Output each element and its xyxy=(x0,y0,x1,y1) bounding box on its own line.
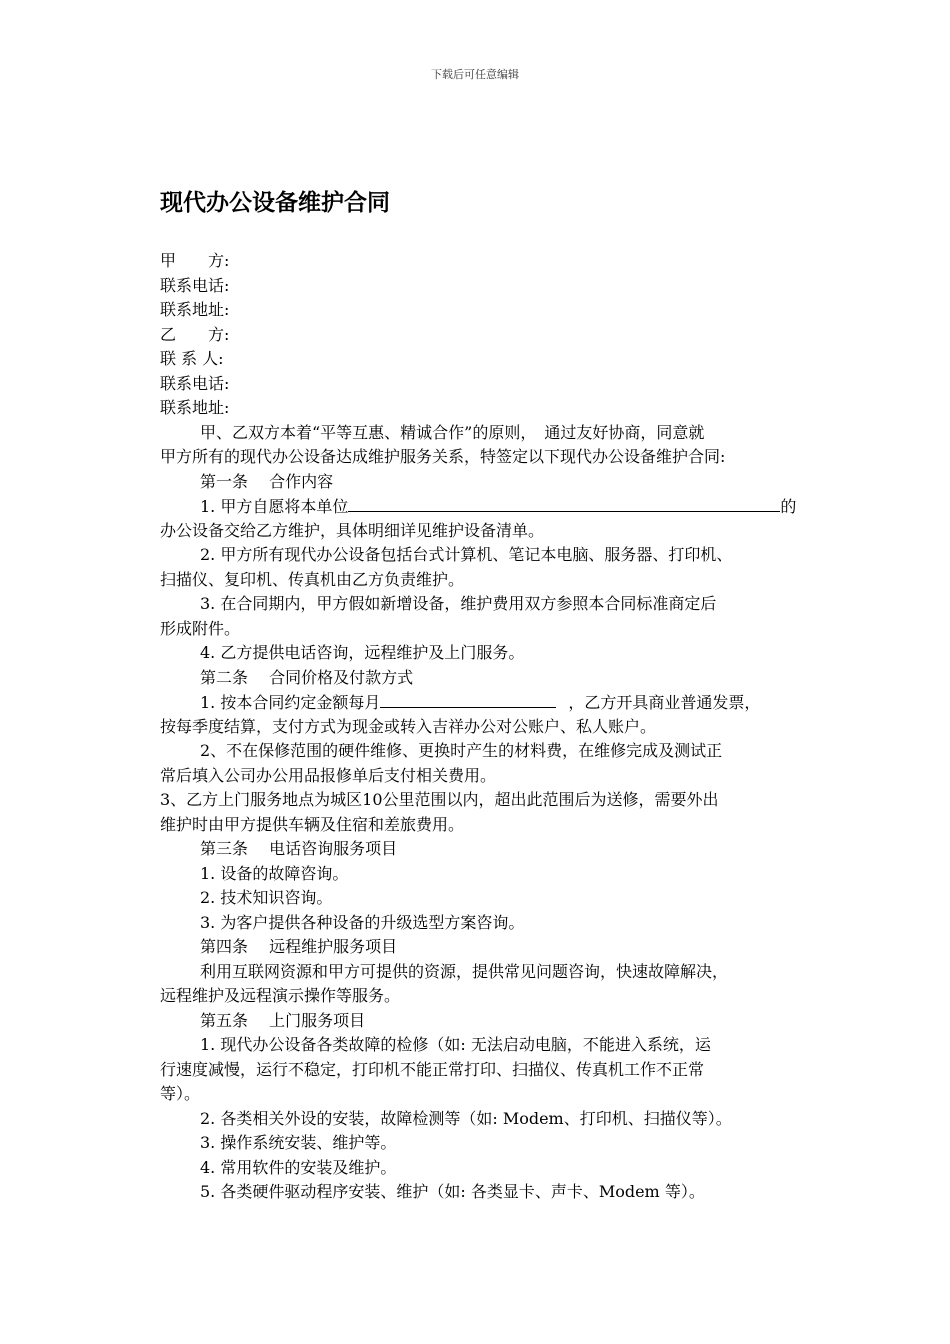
article-5-heading: 第五条 上门服务项目 xyxy=(200,1010,366,1030)
page-header-note: 下载后可任意编辑 xyxy=(431,68,519,81)
fill-in-blank-amount[interactable] xyxy=(380,690,556,708)
article-3-item-2: 2. 技术知识咨询。 xyxy=(200,888,333,907)
party-a-label: 甲 方: xyxy=(160,251,230,270)
document-body xyxy=(160,249,850,1205)
article-2-clause-3a: 3、乙方上门服务地点为城区10公里范围以内，超出此范围后为送修，需要外出 xyxy=(160,790,719,809)
article-2-clause-2a: 2、不在保修范围的硬件维修、更换时产生的材料费，在维修完成及测试正 xyxy=(200,741,723,760)
article-1-clause-2b: 扫描仪、复印机、传真机由乙方负责维护。 xyxy=(160,569,465,589)
article-2-clause-1 xyxy=(160,690,850,715)
article-3-heading: 第三条 电话咨询服务项目 xyxy=(200,839,398,858)
article-1-clause-3b: 形成附件。 xyxy=(160,618,241,638)
clause-text: 1. 按本合同约定金额每月 xyxy=(200,693,381,712)
article-2-clause-2b: 常后填入公司办公用品报修单后支付相关费用。 xyxy=(160,765,497,785)
clause-text: 的 xyxy=(780,497,797,516)
party-b-contact-label: 联 系 人: xyxy=(160,349,224,368)
article-1-clause-3a: 3. 在合同期内，甲方假如新增设备，维护费用双方参照本合同标准商定后 xyxy=(200,594,717,613)
article-3-item-3: 3. 为客户提供各种设备的升级选型方案咨询。 xyxy=(200,912,525,932)
article-4-para-1: 利用互联网资源和甲方可提供的资源，提供常见问题咨询，快速故障解决， xyxy=(200,961,729,981)
article-5-clause-2: 2. 各类相关外设的安装，故障检测等（如: Modem、打印机、扫描仪等）。 xyxy=(200,1108,732,1128)
article-4-heading: 第四条 远程维护服务项目 xyxy=(200,937,398,956)
clause-text: ，乙方开具商业普通发票， xyxy=(568,693,761,712)
article-1-clause-4: 4. 乙方提供电话咨询，远程维护及上门服务。 xyxy=(200,643,525,662)
clause-text: 1. 甲方自愿将本单位 xyxy=(200,497,349,516)
article-1-clause-1-cont: 办公设备交给乙方维护，具体明细详见维护设备清单。 xyxy=(160,520,545,540)
article-5-clause-3: 3. 操作系统安装、维护等。 xyxy=(200,1133,397,1152)
fill-in-blank-unit[interactable] xyxy=(348,494,780,512)
article-3-item-1: 1. 设备的故障咨询。 xyxy=(200,863,349,883)
party-a-address-label: 联系地址: xyxy=(160,300,230,319)
article-5-clause-1a: 1. 现代办公设备各类故障的检修（如: 无法启动电脑，不能进入系统，运 xyxy=(200,1035,711,1054)
article-1-clause-2a: 2. 甲方所有现代办公设备包括台式计算机、笔记本电脑、服务器、打印机、 xyxy=(200,545,733,564)
article-5-clause-1c: 等）。 xyxy=(160,1084,201,1103)
party-b-address-label: 联系地址: xyxy=(160,398,230,417)
article-5-clause-4: 4. 常用软件的安装及维护。 xyxy=(200,1157,397,1177)
article-5-clause-1b: 行速度减慢，运行不稳定，打印机不能正常打印、扫描仪、传真机工作不正常 xyxy=(160,1059,705,1079)
intro-line-1: 甲、乙双方本着“平等互惠、精诚合作”的原则， 通过友好协商，同意就 xyxy=(200,422,705,442)
article-2-clause-1-cont: 按每季度结算，支付方式为现金或转入吉祥办公对公账户、私人账户。 xyxy=(160,716,657,736)
article-4-para-2: 远程维护及远程演示操作等服务。 xyxy=(160,986,401,1005)
party-b-label: 乙 方: xyxy=(160,324,230,344)
article-2-clause-3b: 维护时由甲方提供车辆及住宿和差旅费用。 xyxy=(160,814,465,834)
document-title: 现代办公设备维护合同 xyxy=(160,190,390,216)
party-a-phone-label: 联系电话: xyxy=(160,275,230,295)
article-2-heading: 第二条 合同价格及付款方式 xyxy=(200,667,414,687)
article-5-clause-5: 5. 各类硬件驱动程序安装、维护（如: 各类显卡、声卡、Modem 等）。 xyxy=(200,1182,705,1201)
article-1-clause-1 xyxy=(160,494,850,519)
article-1-heading: 第一条 合作内容 xyxy=(200,471,334,491)
party-b-phone-label: 联系电话: xyxy=(160,373,230,393)
intro-line-2: 甲方所有的现代办公设备达成维护服务关系，特签定以下现代办公设备维护合同: xyxy=(160,447,726,466)
